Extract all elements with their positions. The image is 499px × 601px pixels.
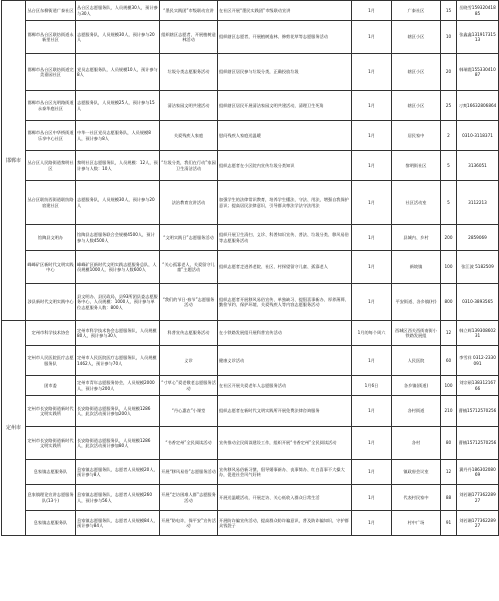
activity-period: 1月 [352, 346, 392, 376]
activity-period: 1月 [352, 396, 392, 427]
participant-count: 5 [441, 181, 457, 225]
project-name: 组织辖区志愿者，开展植树造林活动 [160, 21, 218, 54]
participant-count: 800 [441, 284, 457, 321]
table-row [2, 54, 499, 91]
contact-info: 张鑫鑫13191731513 [457, 21, 499, 54]
table-row [2, 21, 499, 54]
unit-name: 邯郸市丛台区联纺街道永新里社区 [26, 21, 76, 54]
activity-period: 1月 [352, 181, 392, 225]
activity-period: 1月的每个周六 [352, 321, 392, 346]
volunteer-team: 丛台区志愿服务队，人员规模30人，预计参与30人 [76, 1, 160, 21]
volunteer-team: 馆陶县志愿服务联合会规模4500人，预计参与人数4500人 [76, 225, 160, 251]
unit-name: 涉县新时代文明实践中心 [26, 284, 76, 321]
activity-place: 西城区西关西街南街小铁路发展组 [392, 321, 441, 346]
table-row [2, 91, 499, 121]
activity-place: 代表村民家中 [392, 485, 441, 511]
table-row [2, 181, 499, 225]
activity-period: 1月 [352, 54, 392, 91]
participant-count: 210 [441, 396, 457, 427]
participant-count: 12 [441, 460, 457, 485]
project-name: 法治教育宣讲活动 [160, 181, 218, 225]
volunteer-team: 息家镇志愿服务队，志愿者人员规模84人，预计参与84人 [76, 511, 160, 536]
participant-count: 25 [441, 91, 457, 121]
volunteer-activity-table [1, 0, 499, 536]
participant-count: 100 [441, 376, 457, 396]
activity-place: 各村 [392, 427, 441, 460]
activity-content: 宣传推动全民阅读建设工作，组织开展“书香定州”全民阅读活动 [218, 427, 352, 460]
project-name: 垃圾分类志愿服务活动 [160, 54, 218, 91]
activity-content: 组织志愿者在小区院内宣传垃圾分类知识 [218, 151, 352, 181]
project-name: “我们的节日·春节”志愿服务活动 [160, 284, 218, 321]
project-name: 开展“防电诈，保平安”宣传活动 [160, 511, 218, 536]
participant-count: 100 [441, 251, 457, 284]
project-name: 关爱残疾人家庭 [160, 121, 218, 151]
unit-name: 丛台区东柳街道广泰社区 [26, 1, 76, 21]
volunteer-team: 志愿服务队，人员规模25人，预计参与15人 [76, 91, 160, 121]
activity-content: 开展防诈骗宣传活动，提高群众防诈骗意识，普及防诈骗知识，守护群众钱袋子 [218, 511, 352, 536]
activity-period: 1月 [352, 1, 392, 21]
volunteer-team: 定州市科学技术协会志愿服务队，人员规模80人，预计参与30人 [76, 321, 160, 346]
activity-place: 各村街道 [392, 396, 441, 427]
contact-info: 2859069 [457, 225, 499, 251]
participant-count: 200 [441, 225, 457, 251]
project-name: 义诊 [160, 346, 218, 376]
participant-count: 60 [441, 346, 457, 376]
participant-count: 88 [441, 485, 457, 511]
volunteer-team: 息家镇志愿服务队，志愿者人员规模20人，预计参与8人 [76, 460, 160, 485]
unit-name: 邯郸市丛台区光明路街道永泰华庭社区 [26, 91, 76, 121]
table-row [2, 485, 499, 511]
activity-place: 县城内、乡村 [392, 225, 441, 251]
table-row [2, 396, 499, 427]
activity-place: 新坡镇 [392, 251, 441, 284]
activity-period: 1月 [352, 225, 392, 251]
unit-name: 邯郸市丛台区联纺街道完美嘉园社区 [26, 54, 76, 91]
unit-name: 丛台区联纺西街道联纺路宿建社区 [26, 181, 76, 225]
participant-count: 2 [441, 121, 457, 151]
table-row [2, 346, 499, 376]
contact-info: 刘若珊17736228927 [457, 511, 499, 536]
project-name: “寸草心”爱老敬老志愿服务活动 [160, 376, 218, 396]
activity-content: 在社区开展“墨民实践团”市级联动宣讲 [218, 1, 352, 21]
activity-content: 组织开展卫生清扫、义诊、科普知识宣传、普法、垃圾分类、移风易俗等志愿服务活动 [218, 225, 352, 251]
activity-content: 健康义诊活动 [218, 346, 352, 376]
project-name: “墨民实践团”市级联动宣讲 [160, 1, 218, 21]
contact-info: 岳晓雪15932041885 [457, 1, 499, 21]
volunteer-team: 定州市青年志愿服务协会，人员规模2000人，预计参与200人 [76, 376, 160, 396]
activity-content: 组织志愿者在新时代文明实践所开展免费法律咨询服务 [218, 396, 352, 427]
table-row [2, 151, 499, 181]
activity-place: 平安街道、各乡镇(村) [392, 284, 441, 321]
unit-name: 定州市人民医院医疗志愿服务队 [26, 346, 76, 376]
activity-place: 社区活动室 [392, 181, 441, 225]
project-name: “丹心惠农”小课堂 [160, 396, 218, 427]
volunteer-team: 党员志愿服务队，人员规模10人，预计参与8人 [76, 54, 160, 91]
activity-place: 各乡镇(街道) [392, 376, 441, 396]
volunteer-team: 定州市人民医院医疗志愿服务队，人员规模1462人，预计参与70人 [76, 346, 160, 376]
unit-name: 峰峰矿区新时代文明实践中心 [26, 251, 76, 284]
volunteer-team: 长安路街道志愿服务队，人员规模1286人，此次活动预计参加80人 [76, 427, 160, 460]
contact-info: 韩瑞霞15533041087 [457, 54, 499, 91]
contact-info: 0310-3893565 [457, 284, 499, 321]
activity-period: 1月 [352, 91, 392, 121]
table-row [2, 376, 499, 396]
activity-place: 居民家中 [392, 121, 441, 151]
activity-content: 慰问残疾人家庭送温暖 [218, 121, 352, 151]
contact-info: 刘宗硕13831216766 [457, 376, 499, 396]
activity-period: 1月 [352, 121, 392, 151]
participant-count: 10 [441, 21, 457, 54]
activity-period: 1月 [352, 284, 392, 321]
participant-count: 5 [441, 151, 457, 181]
activity-content: 加强学生的法律常识教育，培养学生懂法、守法、用法，增强自我保护意识；提高居民法律意识，引导群众尊法学法守法用法 [218, 181, 352, 225]
unit-name: 丛台区人民路街道黎明社区 [26, 151, 76, 181]
activity-place: 镇政府会议室 [392, 460, 441, 485]
activity-content: 组织志愿者开展移风易俗宣传、单独缺习、提倡喜事新办、厚养薄葬、勤俭节约、保护环境、关爱残疾人等内容志愿服务活动 [218, 284, 352, 321]
activity-period: 1月 [352, 485, 392, 511]
activity-content: 组织辖区居民参与垃圾分类，正确投放垃圾 [218, 54, 352, 91]
activity-period: 1月 [352, 21, 392, 54]
volunteer-team: 县文明办、县民政局，县93所团县委志愿服务中心，人员规模：1000人，预计参与单位志愿服务人数：800人 [76, 284, 160, 321]
table-row [2, 511, 499, 536]
city-name: 邯郸市 [2, 1, 26, 321]
unit-name: 定州市长安路街道新时代文明实践所 [26, 427, 76, 460]
contact-info: 3136051 [457, 151, 499, 181]
unit-name: 定州市长安路街道新时代文明实践所 [26, 396, 76, 427]
activity-place: 辖区小区 [392, 54, 441, 91]
participant-count: 91 [441, 511, 457, 536]
activity-period: 1月6日 [352, 376, 392, 396]
project-name: 清洁家园文明共建活动 [160, 91, 218, 121]
contact-info: 刘若珊17736228927 [457, 485, 499, 511]
table-row [2, 121, 499, 151]
unit-name: 息家镇理论宣讲志愿服务队(13个) [26, 485, 76, 511]
table-row [2, 321, 499, 346]
volunteer-team: 长安路街道志愿服务队，人员规模1286人，此次活动预计参加200人 [76, 396, 160, 427]
participant-count: 80 [441, 427, 457, 460]
activity-place: 辖区小区 [392, 21, 441, 54]
activity-content: 组织志愿者走进养老院、社区、村探望留守儿童、孤寡老人 [218, 251, 352, 284]
unit-name: 息家镇志愿服务队 [26, 460, 76, 485]
volunteer-team: 志愿服务队，人员规模30人，预计参与20人 [76, 21, 160, 54]
project-name: “垃圾分类，我们在行动”家园卫生清洁活动 [160, 151, 218, 181]
activity-content: 组织辖区志愿者，开展植树造林、修剪花草等志愿服务活动 [218, 21, 352, 54]
contact-info: 0310-3118371 [457, 121, 499, 151]
volunteer-team: 志愿服务队，人员规模30人，预计参与20人 [76, 181, 160, 225]
unit-name: 邯郸市丛台区中华桥街道乐享中心社区 [26, 121, 76, 151]
activity-place: 人民医院 [392, 346, 441, 376]
table-row [2, 225, 499, 251]
project-name: 开展“走访困难人群”志愿服务活动 [160, 485, 218, 511]
contact-info: 张江波 5182509 [457, 251, 499, 284]
project-name: “关心孤寡老人，关爱留守儿童”主题活动 [160, 251, 218, 284]
activity-content: 开展送温暖活动，开展走访、关心低收入群众日常生活 [218, 485, 352, 511]
contact-info: 刁爽16632806864 [457, 91, 499, 121]
table-row [2, 427, 499, 460]
table-row [2, 251, 499, 284]
project-name: 科普宣传志愿服务活动 [160, 321, 218, 346]
table-row [2, 460, 499, 485]
activity-period: 1月 [352, 427, 392, 460]
participant-count: 12 [441, 321, 457, 346]
activity-period: 1月 [352, 251, 392, 284]
activity-place: 黎明街社区 [392, 151, 441, 181]
activity-place: 辖区小区 [392, 91, 441, 121]
contact-info: 3112213 [457, 181, 499, 225]
volunteer-team: 息家镇志愿服务队，志愿者人员规模260人，预计参与56人 [76, 485, 160, 511]
table-row [2, 1, 499, 21]
city-name: 定州市 [2, 321, 26, 536]
volunteer-team: 峰峰矿区新时代文明实践志愿服务总队，人员规模1000人，预计参与人数600人 [76, 251, 160, 284]
activity-content: 组织辖区居民开展清洁家园文明共建活动，清理卫生死角 [218, 91, 352, 121]
activity-place: 村中广场 [392, 511, 441, 536]
unit-name: 团市委 [26, 376, 76, 396]
unit-name: 定州市科学技术协会 [26, 321, 76, 346]
activity-place: 广泰社区 [392, 1, 441, 21]
activity-period: 1月 [352, 511, 392, 536]
table-row [2, 284, 499, 321]
activity-content: 在社区开展关爱老年人志愿服务活动 [218, 376, 352, 396]
contact-info: 曹楠15712570256 [457, 427, 499, 460]
contact-info: 韩立辉13930860231 [457, 321, 499, 346]
activity-content: 宣传移风易俗新习惯，倡导婚事新办、丧事简办、红白喜事不大操大办，促进社会风气好转 [218, 460, 352, 485]
project-name: “文明实践日”志愿服务活动 [160, 225, 218, 251]
activity-period: 1月 [352, 151, 392, 181]
participant-count: 20 [441, 54, 457, 91]
unit-name: 息家镇志愿服务队 [26, 511, 76, 536]
activity-period: 1月 [352, 460, 392, 485]
contact-info: 李雪祥 0312-2330091 [457, 346, 499, 376]
volunteer-team: 中华一社区党员志愿服务队，人员规模8人，预计参与8人 [76, 121, 160, 151]
project-name: “书香定州”全民阅读活动 [160, 427, 218, 460]
unit-name: 馆陶县文明办 [26, 225, 76, 251]
participant-count: 15 [441, 1, 457, 21]
activity-content: 在小铁路发展组开展科普宣传活动 [218, 321, 352, 346]
project-name: 开展“移风易俗”志愿服务活动 [160, 460, 218, 485]
contact-info: 曹楠15712570256 [457, 396, 499, 427]
contact-info: 冀丹丹18630208069 [457, 460, 499, 485]
volunteer-team: 黎明社区志愿服务队，人员规模：12人，预计参与人数：10人 [76, 151, 160, 181]
